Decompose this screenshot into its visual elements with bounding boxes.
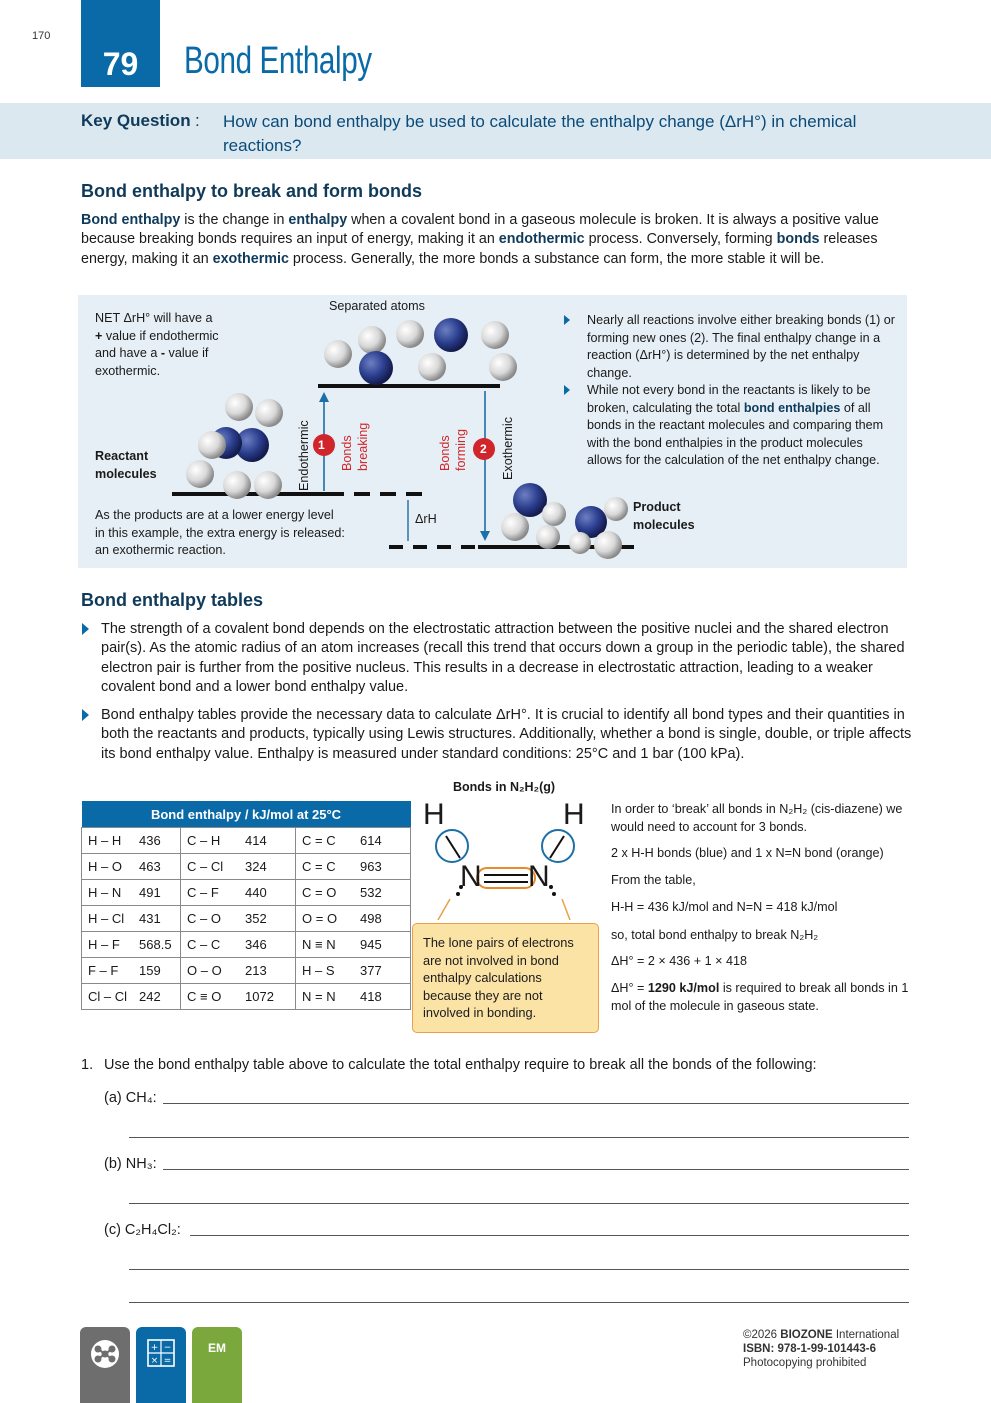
bond-type-cell: C – H — [181, 828, 240, 854]
text: releases energy, making it an — [81, 231, 878, 267]
bond-type-cell: H – S — [296, 958, 355, 984]
tables-bullet-2: Bond enthalpy tables provide the necessary data to calculate ΔrH°. It is crucial to identify all bond types and their quantities in both the reactants and products, typically using Lewis structures. Additionally, whether a bond is single, double, or triple affects its bond enthalpy value. Enthalpy is measured under standard conditions: 25°C and 1 bar (100 kPa). — [101, 707, 912, 762]
photocopy-notice: Photocopying prohibited — [743, 1357, 867, 1369]
term-enthalpy: enthalpy — [288, 212, 348, 228]
bond-enthalpy-value-cell: 568.5 — [133, 932, 181, 958]
endothermic-label: Endothermic — [297, 420, 311, 491]
endothermic-arrowhead — [319, 392, 329, 402]
question-a-label: (a) CH₄: — [104, 1090, 157, 1106]
bond-type-cell: H – F — [82, 932, 134, 958]
worked-line-4: H-H = 436 kJ/mol and N=N = 418 kJ/mol — [611, 900, 838, 914]
hydrogen-right: H — [563, 798, 585, 831]
tables-bullet-1: The strength of a covalent bond depends on the electrostatic attraction between the positive nuclei and the shared electron pair(s). As the atomic radius of an atom increases (recall this trend that occurs down a group in the periodic table), the shared electron pair is further from the positive nucleus. This results in a decrease in electrostatic attraction, leading to a weaker covalent bond and a lower bond enthalpy value. — [101, 621, 905, 695]
bonds-forming-label: Bonds forming — [438, 429, 468, 471]
answer-line-b1[interactable] — [163, 1169, 909, 1170]
term-endothermic: endothermic — [498, 231, 585, 248]
result-value: 1290 kJ/mol — [647, 981, 720, 995]
text: is required to break all bonds in 1 mol of the molecule in gaseous state. — [611, 981, 909, 1013]
bond-enthalpy-value-cell: 614 — [354, 828, 411, 854]
bond-type-cell: H – N — [82, 880, 134, 906]
reactant-molecules-label: Reactant molecules — [95, 449, 157, 481]
text: value if endothermic and have a — [95, 328, 219, 360]
lewis-title: Bonds in N₂H₂(g) — [453, 780, 556, 794]
lone-pair-note: The lone pairs of electrons are not involved in bond enthalpy calculations because they are not involved in bonding. — [412, 923, 599, 1033]
worked-line-1: In order to ‘break’ all bonds in N₂H₂ (cis-diazene) we would need to account for 3 bonds. — [611, 802, 903, 834]
text: ΔH° = — [611, 981, 648, 995]
bond-enthalpy-value-cell: 498 — [354, 906, 411, 932]
chapter-number-box — [81, 0, 160, 87]
brand: BIOZONE — [780, 1329, 833, 1341]
footer-tab-calculator — [136, 1327, 186, 1403]
diagram-bullet-2 — [587, 382, 900, 470]
bond-enthalpy-value-cell: 242 — [133, 984, 181, 1010]
bond-type-cell: H – O — [82, 854, 134, 880]
term-exothermic: exothermic — [212, 250, 289, 267]
answer-line-a2[interactable] — [129, 1137, 909, 1138]
question-text: Use the bond enthalpy table above to calculate the total enthalpy require to break all the bonds of the following: — [104, 1057, 817, 1073]
bullet-icon — [564, 315, 570, 325]
bond-type-cell: N = N — [296, 984, 355, 1010]
text: NET ΔrH° will have a — [95, 311, 213, 325]
text: value if exothermic. — [95, 346, 209, 378]
bond-enthalpy-value-cell: 431 — [133, 906, 181, 932]
bond-type-cell: H – H — [82, 828, 134, 854]
bullet-icon — [82, 709, 89, 721]
exothermic-label: Exothermic — [501, 417, 515, 480]
isbn: ISBN: 978-1-99-101443-6 — [743, 1343, 876, 1355]
bond-enthalpy-value-cell: 377 — [354, 958, 411, 984]
question-c-label: (c) C₂H₄Cl₂: — [104, 1222, 181, 1238]
copyright-line — [743, 1328, 899, 1342]
bullet-icon — [82, 623, 89, 635]
bond-enthalpy-value-cell: 414 — [239, 828, 296, 854]
text: when a covalent bond in a gaseous molecule is broken. It is always a positive value because breaking bonds requires an input of energy, making it an — [81, 212, 879, 248]
answer-line-c2[interactable] — [129, 1269, 909, 1270]
nitrogen-left: N — [460, 860, 482, 893]
term-bond-enthalpy: Bond enthalpy — [81, 212, 181, 228]
worked-line-7 — [611, 980, 926, 1015]
text: is the change in — [180, 212, 289, 228]
table-row — [82, 932, 411, 958]
bond-type-cell: F – F — [82, 958, 134, 984]
bond-enthalpy-value-cell: 963 — [354, 854, 411, 880]
bond-type-cell: Cl – Cl — [82, 984, 134, 1010]
diagram-bullet-1: Nearly all reactions involve either breaking bonds (1) or forming new ones (2). The final enthalpy change in a reaction (ΔrH°) is determined by the net enthalpy change. — [587, 313, 895, 380]
bond-type-cell: C = O — [296, 880, 355, 906]
text: While not every bond in the reactants is likely to be broken, calculating the total — [587, 383, 871, 415]
table-row — [82, 984, 411, 1010]
footer-copyright — [743, 1328, 899, 1370]
em-label: EM — [208, 1341, 226, 1355]
key-question-text: How can bond enthalpy be used to calculate the enthalpy change (ΔrH°) in chemical reactions? — [223, 112, 857, 155]
bond-type-cell: C – C — [181, 932, 240, 958]
answer-line-c3[interactable] — [129, 1302, 909, 1303]
nitrogen-right: N — [528, 860, 550, 893]
svg-text:+: + — [150, 1343, 159, 1353]
table-header: Bond enthalpy / kJ/mol at 25°C — [82, 801, 411, 828]
chapter-number: 79 — [102, 46, 139, 82]
bullet-icon — [564, 385, 570, 395]
bond-enthalpy-value-cell: 159 — [133, 958, 181, 984]
bond-enthalpy-value-cell: 463 — [133, 854, 181, 880]
worked-line-5: so, total bond enthalpy to break N₂H₂ — [611, 928, 819, 942]
bond-enthalpy-value-cell: 1072 — [239, 984, 296, 1010]
term-bond-enthalpies: bond enthalpies — [743, 400, 841, 415]
hydrogen-left: H — [423, 798, 445, 831]
separated-atoms-label: Separated atoms — [329, 299, 425, 313]
bond-enthalpy-value-cell: 213 — [239, 958, 296, 984]
minus-sign: - — [160, 346, 166, 360]
calculator-icon — [136, 1327, 186, 1377]
bond-enthalpy-value-cell: 436 — [133, 828, 181, 854]
svg-text:=: = — [163, 1356, 172, 1366]
bond-enthalpy-value-cell: 352 — [239, 906, 296, 932]
molecule-icon — [80, 1327, 130, 1377]
bond-enthalpy-value-cell: 440 — [239, 880, 296, 906]
key-question-label: Key Question — [81, 111, 191, 130]
text: process. Generally, the more bonds a substance can form, the more stable it will be. — [288, 250, 825, 267]
intro-paragraph — [81, 211, 911, 269]
worked-line-6: ΔH° = 2 × 436 + 1 × 418 — [611, 954, 747, 968]
exothermic-arrowhead — [480, 531, 490, 541]
text: International — [832, 1329, 900, 1341]
page-title: Bond Enthalpy — [184, 40, 372, 82]
exothermic-note: As the products are at a lower energy level in this example, the extra energy is released: an exothermic reaction. — [95, 508, 345, 557]
bond-type-cell: O = O — [296, 906, 355, 932]
delta-h-label: ΔrH — [415, 512, 437, 526]
bond-type-cell: H – Cl — [82, 906, 134, 932]
bond-type-cell: C – O — [181, 906, 240, 932]
page-number: 170 — [32, 30, 51, 42]
text: process. Conversely, forming — [584, 231, 777, 248]
step-2-label: 2 — [480, 442, 487, 456]
bond-type-cell: C = C — [296, 854, 355, 880]
bond-enthalpy-value-cell: 324 — [239, 854, 296, 880]
bond-enthalpy-table-wrap — [81, 801, 411, 1010]
table-row — [82, 906, 411, 932]
bonds-breaking-label: Bonds breaking — [340, 422, 370, 471]
table-row — [82, 880, 411, 906]
bond-enthalpy-value-cell: 346 — [239, 932, 296, 958]
svg-text:−: − — [163, 1343, 172, 1353]
worked-line-3: From the table, — [611, 873, 696, 887]
bond-type-cell: C – Cl — [181, 854, 240, 880]
section-heading-tables: Bond enthalpy tables — [81, 590, 264, 610]
bond-type-cell: C ≡ O — [181, 984, 240, 1010]
step-1-label: 1 — [318, 438, 325, 452]
text: ©2026 — [743, 1329, 781, 1341]
bond-type-cell: C = C — [296, 828, 355, 854]
product-molecules-label: Product molecules — [633, 500, 695, 532]
answer-line-c1[interactable] — [190, 1235, 909, 1236]
section-heading-break-form: Bond enthalpy to break and form bonds — [81, 181, 423, 201]
worked-line-2: 2 x H-H bonds (blue) and 1 x N=N bond (orange) — [611, 846, 884, 860]
term-bonds: bonds — [776, 231, 820, 248]
table-row — [82, 958, 411, 984]
bond-enthalpy-value-cell: 532 — [354, 880, 411, 906]
bond-enthalpy-value-cell: 491 — [133, 880, 181, 906]
table-row — [82, 828, 411, 854]
bond-type-cell: C – F — [181, 880, 240, 906]
footer-tab-em — [192, 1327, 242, 1403]
footer-tab-molecule — [80, 1327, 130, 1403]
plus-sign: + — [95, 328, 103, 343]
svg-text:×: × — [150, 1356, 159, 1366]
key-question-colon: : — [195, 111, 200, 130]
text: of all bonds in the reactant molecules and comparing them with the bond enthalpies in the product molecules allows for the calculation of the net enthalpy change. — [587, 400, 884, 467]
question-b-label: (b) NH₃: — [104, 1156, 157, 1172]
nn-bond-highlight — [477, 868, 535, 888]
answer-line-a1[interactable] — [163, 1103, 909, 1104]
bond-enthalpy-table — [81, 801, 411, 1010]
bond-enthalpy-value-cell: 418 — [354, 984, 411, 1010]
bond-type-cell: N ≡ N — [296, 932, 355, 958]
bond-enthalpy-value-cell: 945 — [354, 932, 411, 958]
table-row — [82, 854, 411, 880]
question-number: 1. — [81, 1057, 94, 1073]
answer-line-b2[interactable] — [129, 1203, 909, 1204]
bond-type-cell: O – O — [181, 958, 240, 984]
